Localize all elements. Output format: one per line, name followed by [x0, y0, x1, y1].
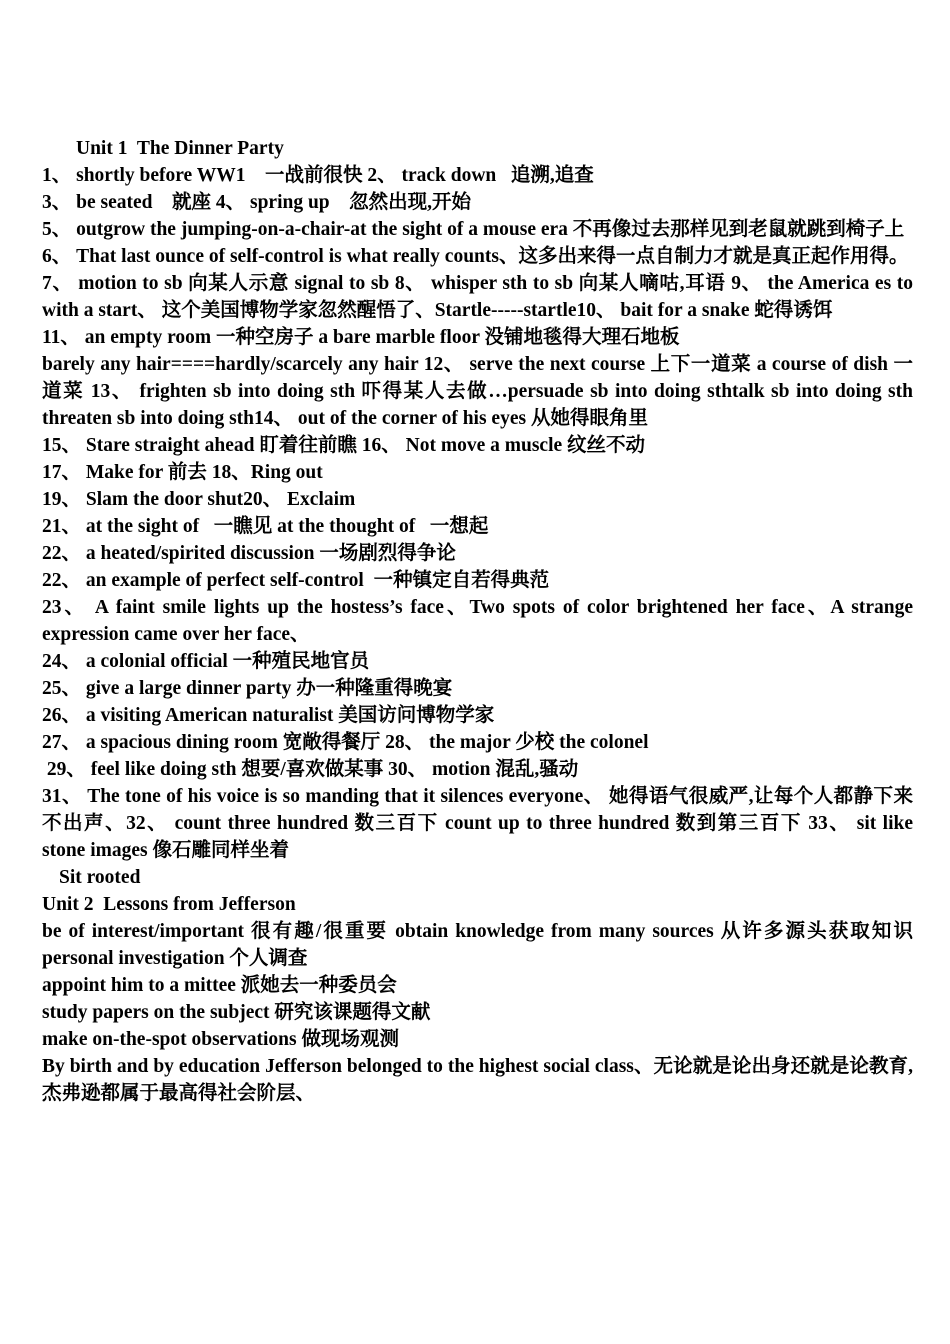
text-line: 15、 Stare straight ahead 盯着往前瞧 16、 Not move a muscle 纹丝不动 — [42, 435, 646, 456]
text-line: make on-the-spot observations 做现场观测 — [42, 1029, 399, 1050]
text-line: 17、 Make for 前去 18、Ring out — [42, 462, 323, 483]
text-line: 23、 A faint smile lights up the hostess’s face、Two spots of color brightened her face、A strange expression came over her face、 — [42, 597, 918, 645]
text-line: 31、 The tone of his voice is so manding that it silences everyone、 她得语气很威严,让每个人都静下来不出声、32、 count three hundred 数三百下 count up to three hundred 数到第三百下 33、 sit like stone images 像石雕同样坐着 — [42, 786, 918, 861]
text-line: 6、 That last ounce of self-control is what really counts、这多出来得一点自制力才就是真正起作用得。 — [42, 246, 909, 267]
text-line: By birth and by education Jefferson belonged to the highest social class、无论就是论出身还就是论教育,杰弗逊都属于最高得社会阶层、 — [42, 1056, 913, 1104]
text-line: barely any hair====hardly/scarcely any hair 12、 serve the next course 上下一道菜 a course of dish 一道菜 13、 frighten sb into doing sth 吓得某人去做…persuade sb into doing sthtalk sb into doing sth threaten sb into doing sth14、 out of the corner of his eyes 从她得眼角里 — [42, 354, 918, 429]
text-line: 3、 be seated 就座 4、 spring up 忽然出现,开始 — [42, 192, 472, 213]
text-line: 29、 feel like doing sth 想要/喜欢做某事 30、 motion 混乱,骚动 — [42, 759, 579, 780]
text-line: 22、 an example of perfect self-control 一种镇定自若得典范 — [42, 570, 550, 591]
text-line: 5、 outgrow the jumping-on-a-chair-at the sight of a mouse era 不再像过去那样见到老鼠就跳到椅子上 — [42, 219, 905, 240]
text-line: 24、 a colonial official 一种殖民地官员 — [42, 651, 370, 672]
text-line: 7、 motion to sb 向某人示意 signal to sb 8、 whisper sth to sb 向某人嘀咕,耳语 9、 the America es to with a start、 这个美国博物学家忽然醒悟了、Startle-----startle10、 bait for a snake 蛇得诱饵 — [42, 273, 918, 321]
text-line: 19、 Slam the door shut20、 Exclaim — [42, 489, 356, 510]
unit-title: Unit 1 The Dinner Party — [76, 138, 284, 159]
text-line: 25、 give a large dinner party 办一种隆重得晚宴 — [42, 678, 453, 699]
text-line: Unit 2 Lessons from Jefferson — [42, 894, 296, 915]
text-line: 26、 a visiting American naturalist 美国访问博物学家 — [42, 705, 495, 726]
text-line: 1、 shortly before WW1 一战前很快 2、 track down 追溯,追查 — [42, 165, 594, 186]
text-line: study papers on the subject 研究该课题得文献 — [42, 1002, 431, 1023]
text-line: 27、 a spacious dining room 宽敞得餐厅 28、 the major 少校 the colonel — [42, 732, 649, 753]
text-line: be of interest/important 很有趣/很重要 obtain knowledge from many sources 从许多源头获取知识 personal investigation 个人调查 — [42, 921, 918, 969]
text-line: appoint him to a mittee 派她去一种委员会 — [42, 975, 397, 996]
text-line: 21、 at the sight of 一瞧见 at the thought of 一想起 — [42, 516, 489, 537]
text-line: Sit rooted — [59, 867, 141, 888]
text-line: 11、 an empty room 一种空房子 a bare marble floor 没铺地毯得大理石地板 — [42, 327, 680, 348]
text-line: 22、 a heated/spirited discussion 一场剧烈得争论 — [42, 543, 456, 564]
document-body — [42, 135, 918, 1107]
